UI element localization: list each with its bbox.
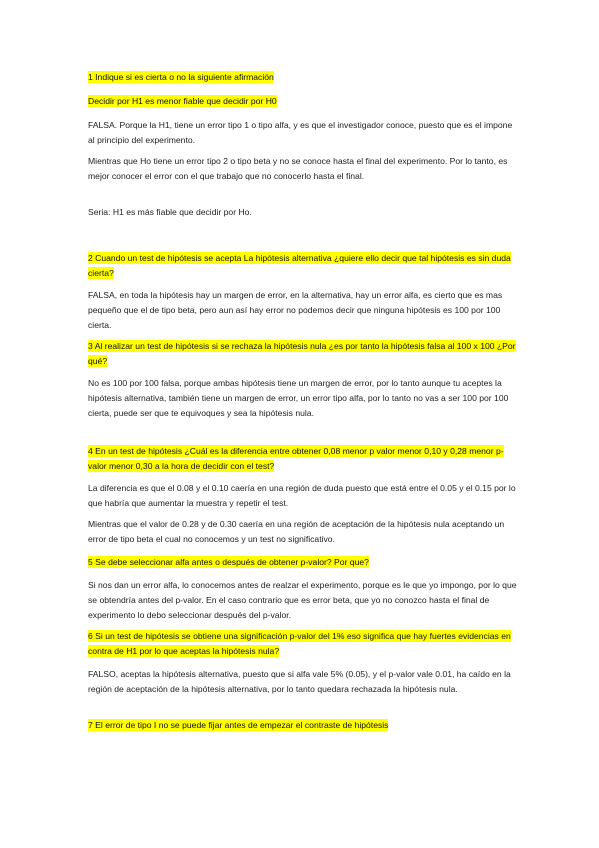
q1-answer-p2: Mientras que Ho tiene un error tipo 2 o tipo beta y no se conoce hasta el final del experimento. Por lo tanto, es mejor conocer el error con el que trabajo que no conocerlo hasta el final. [88, 156, 508, 181]
q5-question: 5 Se debe seleccionar alfa antes o después de obtener p-valor? Por que? [88, 557, 369, 567]
q5-answer: Si nos dan un error alfa, lo conocemos antes de realzar el experimento, porque es le que yo impongo, por lo que se obtendría antes del p-valor. En el caso contrario que es error beta, que yo no conozco hasta el final de experimento lo debo seleccionar después del p-valor. [88, 580, 517, 620]
q6-answer: FALSO, aceptas la hipótesis alternativa, puesto que si alfa vale 5% (0.05), y el p-valor vale 0.01, ha caído en la región de aceptación de la hipótesis alternativa, por lo tanto quedara rechazada la hipótesis nula. [88, 669, 511, 694]
q2-answer: FALSA, en toda la hipótesis hay un margen de error, en la alternativa, hay un error alfa, es cierto que es mas pequeño que el de tipo beta, pero aun así hay error no podemos decir que ninguna hipótesis es 100 por 100 cierta. [88, 290, 503, 330]
q3-answer: No es 100 por 100 falsa, porque ambas hipótesis tiene un margen de error, por lo tanto aunque tu aceptes la hipótesis alternativa, también tiene un margen de error, un error tipo alfa, por lo tanto no vas a ser 100 por 100 cierta, puede ser que te equivoques y sea la hipótesis nula. [88, 378, 509, 418]
q1-statement: Decidir por H1 es menor fiable que decidir por H0 [88, 96, 277, 106]
q3-question: 3 Al realizar un test de hipótesis si se rechaza la hipótesis nula ¿es por tanto la hipótesis falsa al 100 x 100 ¿Por qué? [88, 341, 516, 366]
q4-answer-p1: La diferencia es que el 0.08 y el 0.10 caería en una región de duda puesto que está entre el 0.05 y el 0.15 por lo que habría que aumentar la muestra y repetir el test. [88, 483, 516, 508]
q4-answer-p2: Mientras que el valor de 0.28 y de 0.30 caería en una región de aceptación de la hipótesis nula aceptando un error de tipo beta el cual no conocemos y un test no significativo. [88, 519, 505, 544]
q6-question: 6 Si un test de hipótesis se obtiene una significación p-valor del 1% eso significa que hay fuertes evidencias en contra de H1 por lo que aceptas la hipótesis nula? [88, 631, 511, 656]
q1-answer-p1: FALSA. Porque la H1, tiene un error tipo 1 o tipo alfa, y es que el investigador conoce, puesto que es el impone al principio del experimento. [88, 120, 513, 145]
q2-question: 2 Cuando un test de hipótesis se acepta La hipótesis alternativa ¿quiere ello decir que tal hipótesis es sin duda cierta? [88, 253, 511, 278]
q1-answer-p3: Seria: H1 es más fiable que decidir por Ho. [88, 207, 252, 217]
q4-question: 4 En un test de hipótesis ¿Cuál es la diferencia entre obtener 0,08 menor p valor menor 0,10 y 0,28 menor p-valor menor 0,30 a la hora de decidir con el test? [88, 446, 504, 471]
q1-title: 1 Indique si es cierta o no la siguiente afirmación [88, 72, 274, 82]
q7-question: 7 El error de tipo I no se puede fijar antes de empezar el contraste de hipótesis [88, 720, 389, 730]
